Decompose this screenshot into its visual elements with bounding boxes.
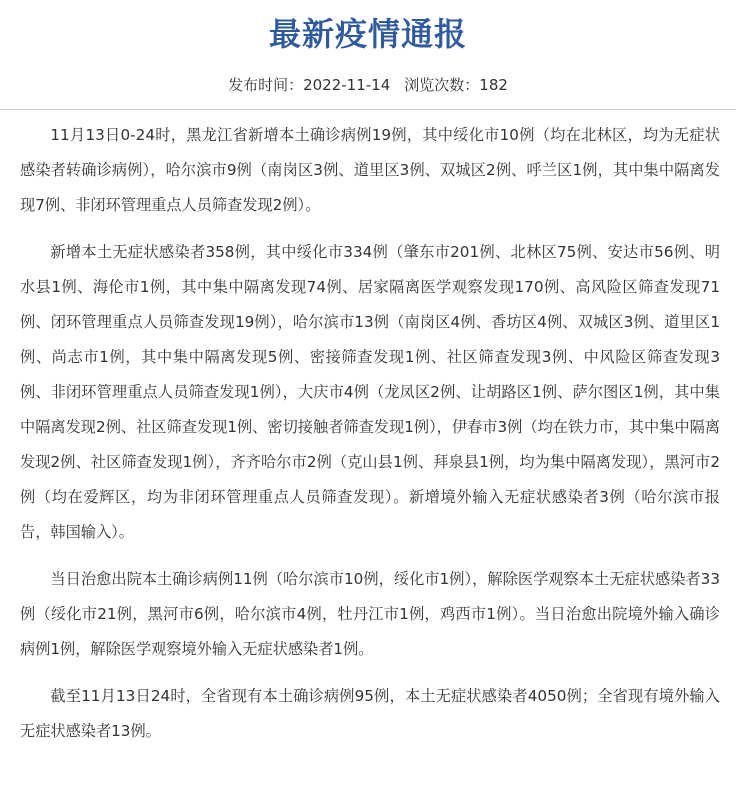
paragraph-asymptomatic-cases: 新增本土无症状感染者358例，其中绥化市334例（肇东市201例、北林区75例、安达市56例、明水县1例、海伦市1例，其中集中隔离发现74例、居家隔离医学观察发现170例、高风险区筛查发现71例、闭环管理重点人员筛查发现19例），哈尔滨市13例（南岗区4例、香坊区4例、双城区3例、道里区1例、尚志市1例，其中集中隔离发现5例、密接筛查发现1例、社区筛查发现3例、中风险区筛查发现3例、非闭环管理重点人员筛查发现1例），大庆市4例（龙凤区2例、让胡路区1例、萨尔图区1例，其中集中隔离发现2例、社区筛查发现1例、密切接触者筛查发现1例），伊春市3例（均在铁力市，其中集中隔离发现2例、社区筛查发现1例），齐齐哈尔市2例（克山县1例、拜泉县1例，均为集中隔离发现），黑河市2例（均在爱辉区，均为非闭环管理重点人员筛查发现）。新增境外输入无症状感染者3例（哈尔滨市报告，韩国输入）。 — [20, 243, 720, 541]
view-count-value: 182 — [479, 76, 508, 94]
publish-time-label: 发布时间： — [228, 76, 304, 94]
page-title: 最新疫情通报 — [268, 15, 467, 53]
paragraph-recoveries: 当日治愈出院本土确诊病例11例（哈尔滨市10例，绥化市1例），解除医学观察本土无症状感染者33例（绥化市21例，黑河市6例，哈尔滨市4例，牡丹江市1例，鸡西市1例）。当日治愈出院境外输入确诊病例1例，解除医学观察境外输入无症状感染者1例。 — [20, 570, 720, 658]
header-divider — [0, 109, 736, 110]
publish-time-value: 2022-11-14 — [303, 76, 391, 94]
view-count-label: 浏览次数： — [404, 76, 480, 94]
paragraph-totals: 截至11月13日24时，全省现有本土确诊病例95例，本土无症状感染者4050例；全省现有境外输入无症状感染者13例。 — [20, 687, 720, 740]
paragraph-confirmed-cases: 11月13日0-24时，黑龙江省新增本土确诊病例19例，其中绥化市10例（均在北林区，均为无症状感染者转确诊病例），哈尔滨市9例（南岗区3例、道里区3例、双城区2例、呼兰区1例，其中集中隔离发现7例、非闭环管理重点人员筛查发现2例）。 — [20, 126, 720, 214]
article-meta — [0, 74, 736, 96]
article-body — [20, 118, 720, 761]
